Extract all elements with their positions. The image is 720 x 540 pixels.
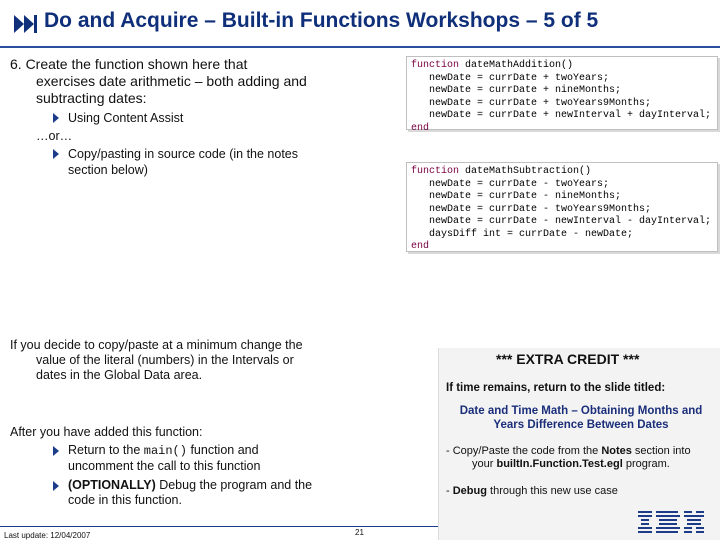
step-line: exercises date arithmetic – both adding and — [36, 73, 307, 89]
code-keyword: function — [411, 60, 460, 71]
note-line: dates in the Global Data area. — [36, 368, 203, 382]
code-text: dateMathAddition() — [459, 60, 574, 71]
option-text: Using Content Assist — [68, 111, 184, 125]
step-line — [446, 445, 718, 458]
code-line — [411, 60, 713, 73]
extra-credit-step — [446, 445, 718, 471]
after-list — [50, 443, 350, 512]
step-instruction — [10, 56, 360, 107]
step-line: 6. Create the function shown here that — [10, 56, 248, 72]
code-line: newDate = currDate + twoYears; — [411, 72, 610, 84]
note-line: value of the literal (numbers) in the Intervals or — [36, 353, 294, 367]
extra-credit-title: *** EXTRA CREDIT *** — [496, 351, 640, 367]
text-span: builtIn.Function.Test.egl — [496, 458, 623, 470]
or-text: …or… — [36, 129, 73, 143]
list-item — [50, 146, 350, 178]
slide-reference-line: Date and Time Math – Obtaining Months and — [459, 405, 703, 417]
option-text: Copy/pasting in source code (in the notes — [68, 147, 298, 161]
list-item — [50, 443, 350, 474]
code-keyword: function — [411, 166, 460, 177]
code-line: end — [411, 122, 430, 134]
text-span: - — [446, 485, 453, 497]
text-span: your — [472, 458, 497, 470]
step-line: subtracting dates: — [36, 90, 147, 106]
code-line: daysDiff int = currDate - newDate; — [411, 228, 634, 240]
item-line: code in this function. — [68, 493, 182, 507]
code-line: newDate = currDate - nineMonths; — [411, 191, 622, 202]
text-span: program. — [622, 458, 670, 470]
bullet-arrow-icon — [53, 446, 59, 456]
extra-credit-step — [446, 485, 618, 497]
footer-divider — [0, 526, 438, 527]
code-line: end — [411, 241, 430, 252]
skip-forward-icon — [12, 13, 38, 35]
text-span: - Copy/Paste the code from the — [446, 445, 602, 457]
slide-reference — [446, 404, 716, 432]
code-line: newDate = currDate + twoYears9Months; — [411, 97, 652, 109]
text-span: (OPTIONALLY) — [68, 478, 156, 492]
text-span: section into — [631, 445, 691, 457]
text-span: Return to the — [68, 443, 144, 457]
page-title: Do and Acquire – Built-in Functions Workshops – 5 of 5 — [44, 9, 599, 32]
code-text: dateMathSubtraction() — [459, 166, 592, 177]
code-line: newDate = currDate + nineMonths; — [411, 85, 622, 96]
text-span: function and — [186, 443, 259, 457]
after-title: After you have added this function: — [10, 425, 203, 439]
text-span: through this new use case — [486, 485, 618, 497]
bullet-arrow-icon — [53, 149, 59, 159]
last-update-date: Last update: 12/04/2007 — [4, 531, 91, 540]
list-item — [50, 478, 350, 508]
options-list — [36, 110, 350, 180]
code-line — [411, 166, 713, 179]
ibm-logo — [636, 508, 708, 536]
slide-reference-line: Years Difference Between Dates — [493, 419, 669, 431]
code-line: newDate = currDate - newInterval - dayInterval; — [411, 216, 712, 227]
code-line: newDate = currDate - twoYears; — [411, 178, 610, 190]
text-span: Notes — [601, 445, 632, 457]
copy-paste-note — [10, 338, 370, 383]
note-line: If you decide to copy/paste at a minimum change the — [10, 338, 303, 352]
bullet-arrow-icon — [53, 113, 59, 123]
code-snippet-subtraction — [406, 162, 718, 252]
code-line: newDate = currDate - twoYears9Months; — [411, 203, 652, 215]
extra-credit-text: If time remains, return to the slide titled: — [446, 382, 666, 394]
code-line: newDate = currDate + newInterval + dayInterval; — [411, 110, 712, 121]
item-line — [68, 443, 350, 459]
logo-text: IBM — [672, 526, 674, 527]
page-number: 21 — [355, 528, 364, 537]
item-line: uncomment the call to this function — [68, 459, 261, 473]
text-span: Debug the program and the — [155, 478, 313, 492]
text-span: Debug — [452, 485, 487, 497]
option-text: section below) — [68, 163, 148, 177]
title-bar — [0, 0, 720, 48]
step-line — [446, 458, 718, 471]
list-item — [50, 110, 350, 126]
code-inline: main() — [143, 444, 187, 458]
code-snippet-addition — [406, 56, 718, 134]
bullet-arrow-icon — [53, 481, 59, 491]
item-line — [68, 478, 350, 493]
